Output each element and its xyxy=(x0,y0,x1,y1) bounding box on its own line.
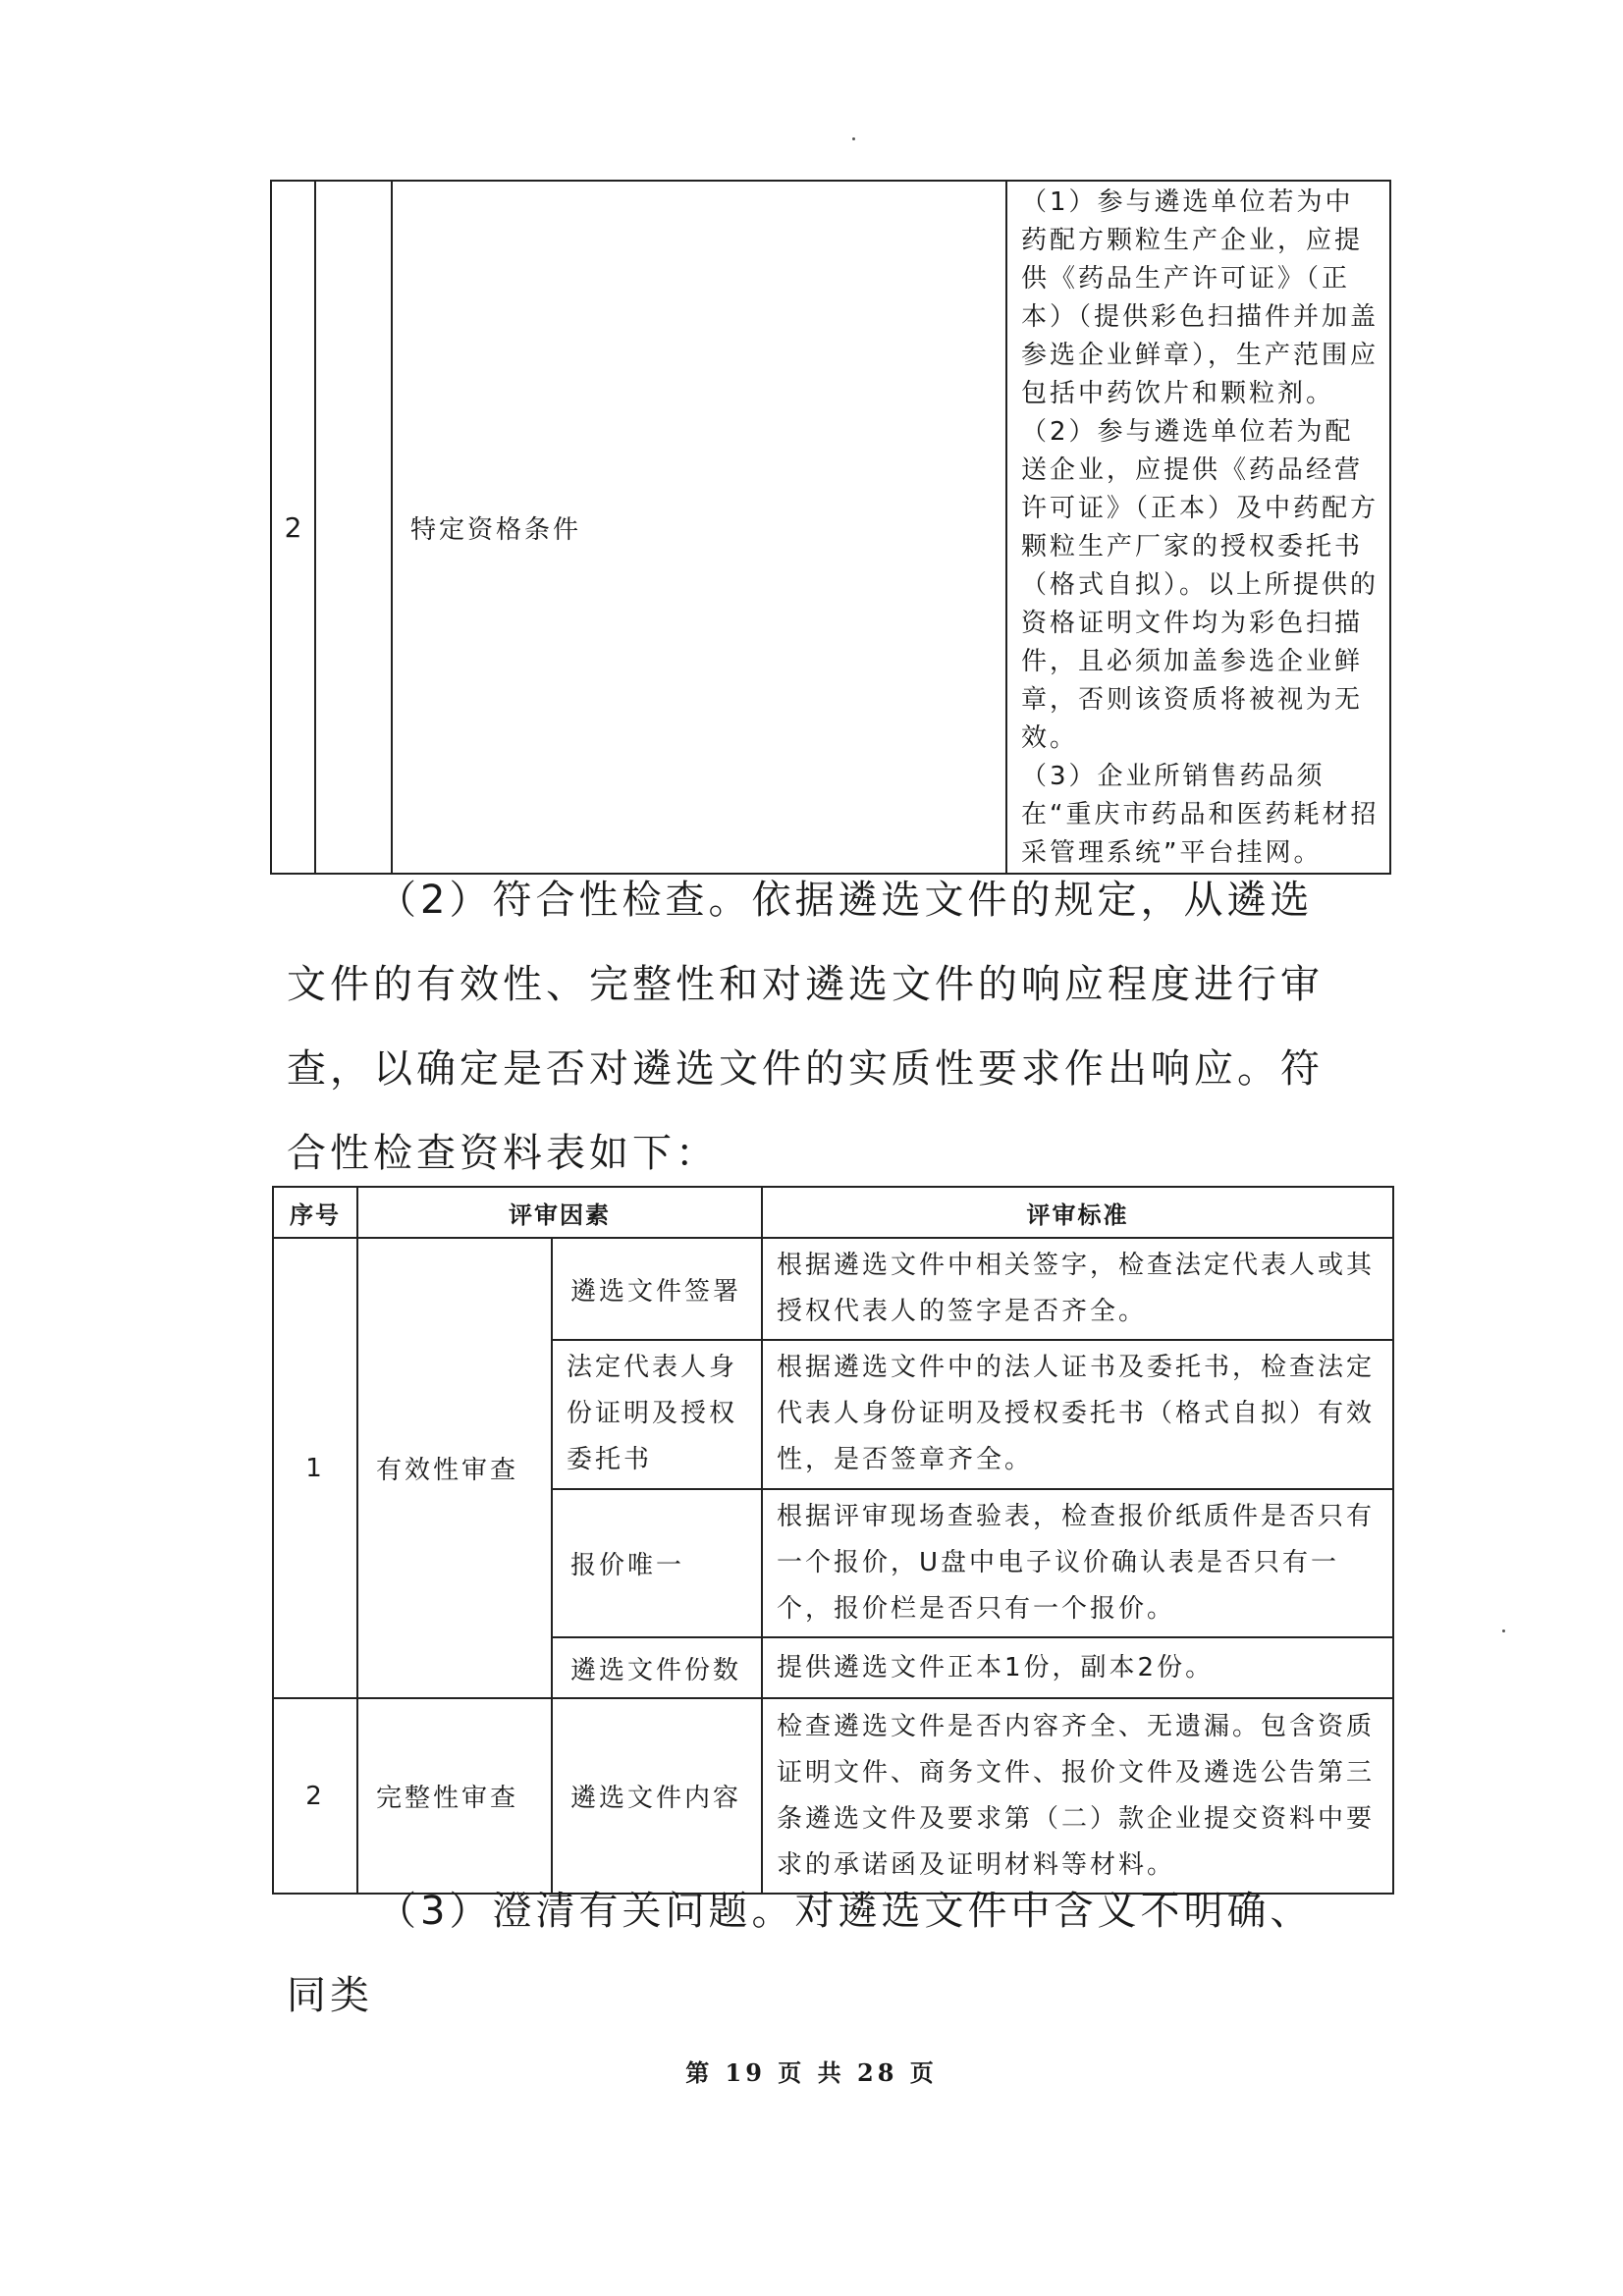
review-standard: 检查遴选文件是否内容齐全、无遗漏。包含资质证明文件、商务文件、报价文件及遴选公告第三条遴选文件及要求第（二）款企业提交资料中要求的承诺函及证明材料等材料。 xyxy=(762,1698,1393,1894)
review-standard: 根据评审现场查验表，检查报价纸质件是否只有一个报价，U盘中电子议价确认表是否只有一个，报价栏是否只有一个报价。 xyxy=(762,1489,1393,1637)
sub-factor: 遴选文件内容 xyxy=(552,1698,762,1894)
row-number: 2 xyxy=(271,181,315,874)
review-standard: 根据遴选文件中相关签字，检查法定代表人或其授权代表人的签字是否齐全。 xyxy=(762,1238,1393,1340)
sub-factor: 遴选文件份数 xyxy=(552,1637,762,1699)
scan-speck xyxy=(1502,1629,1505,1632)
table-row xyxy=(271,181,1390,874)
group-number: 2 xyxy=(273,1698,357,1894)
sub-factor: 法定代表人身份证明及授权委托书 xyxy=(552,1340,762,1488)
header-standard: 评审标准 xyxy=(762,1187,1393,1238)
requirement-1: （1）参与遴选单位若为中药配方颗粒生产企业，应提供《药品生产许可证》（正本）（提供彩色扫描件并加盖参选企业鲜章），生产范围应包括中药饮片和颗粒剂。 xyxy=(1021,187,1380,408)
table-row xyxy=(273,1238,1393,1340)
sub-factor: 遴选文件签署 xyxy=(552,1238,762,1340)
sub-factor: 报价唯一 xyxy=(552,1489,762,1637)
header-factor: 评审因素 xyxy=(357,1187,762,1238)
group-factor: 完整性审查 xyxy=(357,1698,552,1894)
empty-cell xyxy=(315,181,392,874)
clarification-paragraph: （3）澄清有关问题。对遴选文件中含义不明确、同类 xyxy=(287,1889,1314,2018)
requirement-3: （3）企业所销售药品须在“重庆市药品和医药耗材招采管理系统”平台挂网。 xyxy=(1021,762,1380,868)
page-number-footer: 第 19 页 共 28 页 xyxy=(685,2058,938,2087)
review-standard: 根据遴选文件中的法人证书及委托书，检查法定代表人身份证明及授权委托书（格式自拟）有效性，是否签章齐全。 xyxy=(762,1340,1393,1488)
review-standard: 提供遴选文件正本1份，副本2份。 xyxy=(762,1637,1393,1699)
conformity-check-paragraph: （2）符合性检查。依据遴选文件的规定，从遴选文件的有效性、完整性和对遴选文件的响应程度进行审查，以确定是否对遴选文件的实质性要求作出响应。符合性检查资料表如下： xyxy=(287,878,1324,1176)
requirement-2: （2）参与遴选单位若为配送企业，应提供《药品经营许可证》（正本）及中药配方颗粒生产厂家的授权委托书（格式自拟）。以上所提供的资格证明文件均为彩色扫描件，且必须加盖参选企业鲜章，否则该资质将被视为无效。 xyxy=(1021,417,1380,753)
table-row xyxy=(273,1698,1393,1894)
qualification-item: 特定资格条件 xyxy=(392,181,1006,874)
scan-speck xyxy=(852,137,855,140)
group-factor: 有效性审查 xyxy=(357,1238,552,1698)
qualification-table xyxy=(270,180,1391,875)
conformity-check-table xyxy=(272,1186,1394,1895)
group-number: 1 xyxy=(273,1238,357,1698)
header-no: 序号 xyxy=(273,1187,357,1238)
qualification-requirements xyxy=(1006,181,1390,874)
table-header-row xyxy=(273,1187,1393,1238)
